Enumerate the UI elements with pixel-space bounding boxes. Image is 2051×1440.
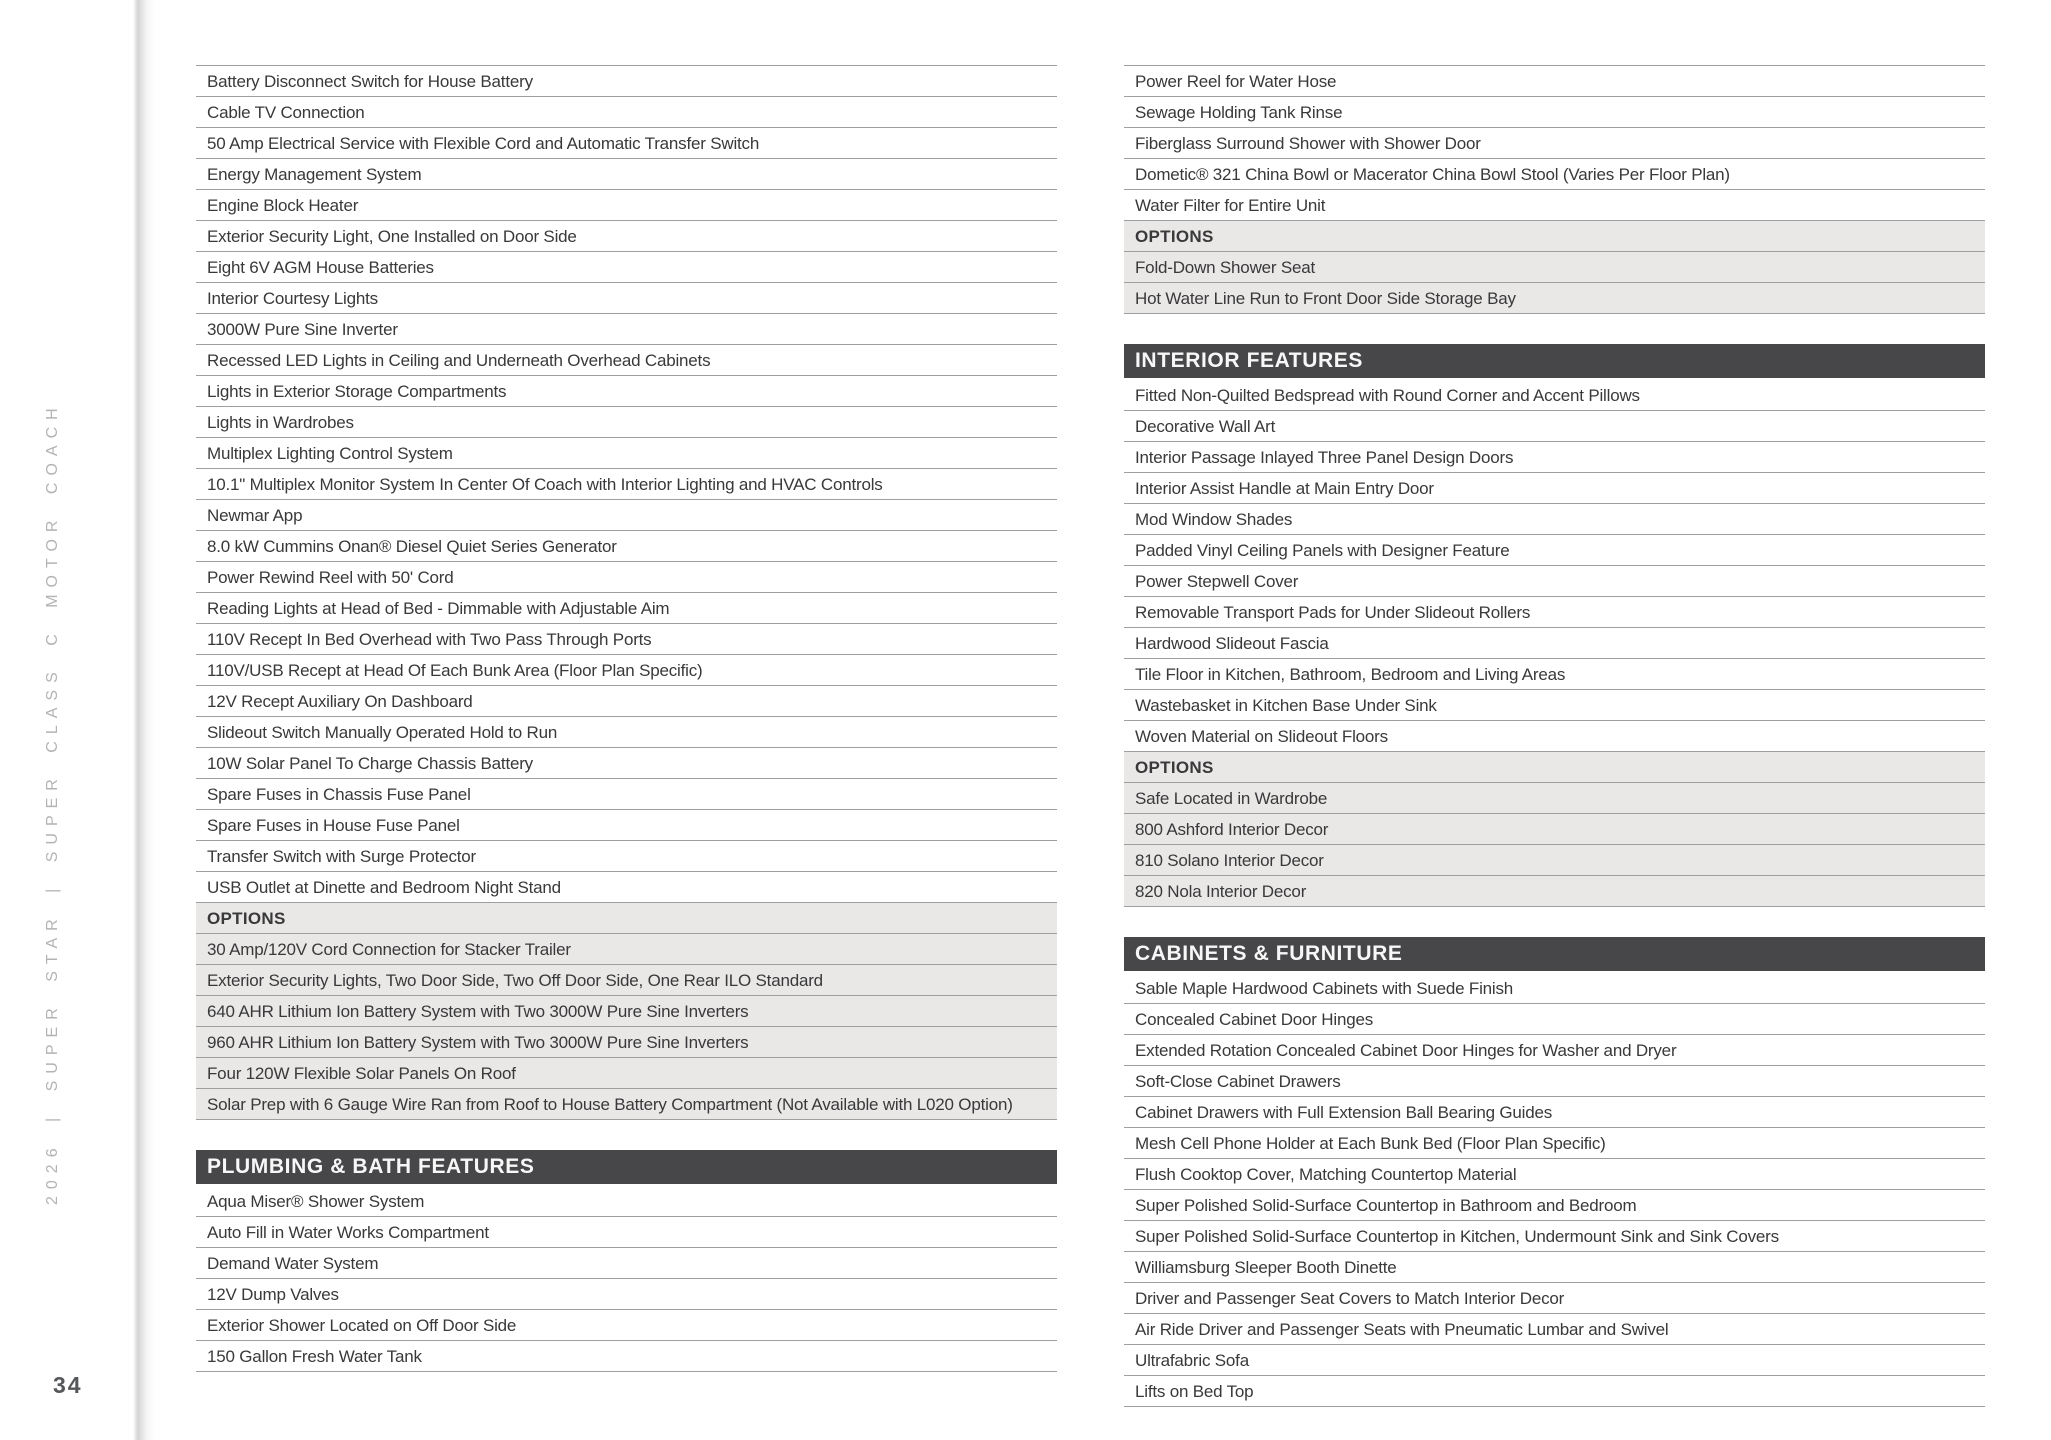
option-row: 30 Amp/120V Cord Connection for Stacker Trailer (196, 934, 1057, 965)
option-row: 960 AHR Lithium Ion Battery System with Two 3000W Pure Sine Inverters (196, 1027, 1057, 1058)
feature-row: 10.1" Multiplex Monitor System In Center Of Coach with Interior Lighting and HVAC Controls (196, 469, 1057, 500)
feature-row: Water Filter for Entire Unit (1124, 190, 1985, 221)
feature-row: Super Polished Solid-Surface Countertop in Bathroom and Bedroom (1124, 1190, 1985, 1221)
feature-row: Exterior Shower Located on Off Door Side (196, 1310, 1057, 1341)
feature-table (196, 1186, 1057, 1372)
feature-row: 8.0 kW Cummins Onan® Diesel Quiet Series Generator (196, 531, 1057, 562)
feature-table (1124, 65, 1985, 314)
option-row: 640 AHR Lithium Ion Battery System with Two 3000W Pure Sine Inverters (196, 996, 1057, 1027)
feature-row: Super Polished Solid-Surface Countertop in Kitchen, Undermount Sink and Sink Covers (1124, 1221, 1985, 1252)
feature-row: Lifts on Bed Top (1124, 1376, 1985, 1407)
feature-row: Woven Material on Slideout Floors (1124, 721, 1985, 752)
feature-row: Tile Floor in Kitchen, Bathroom, Bedroom and Living Areas (1124, 659, 1985, 690)
feature-row: Power Stepwell Cover (1124, 566, 1985, 597)
feature-row: USB Outlet at Dinette and Bedroom Night Stand (196, 872, 1057, 903)
option-row: 820 Nola Interior Decor (1124, 876, 1985, 907)
options-label: OPTIONS (1124, 221, 1985, 252)
feature-row: Mod Window Shades (1124, 504, 1985, 535)
feature-row: Spare Fuses in House Fuse Panel (196, 810, 1057, 841)
feature-section (1124, 65, 1985, 314)
option-row: Fold-Down Shower Seat (1124, 252, 1985, 283)
feature-row: Reading Lights at Head of Bed - Dimmable with Adjustable Aim (196, 593, 1057, 624)
feature-row: Interior Courtesy Lights (196, 283, 1057, 314)
feature-row: Decorative Wall Art (1124, 411, 1985, 442)
feature-row: Interior Assist Handle at Main Entry Door (1124, 473, 1985, 504)
option-row: 800 Ashford Interior Decor (1124, 814, 1985, 845)
feature-row: Energy Management System (196, 159, 1057, 190)
feature-section (1124, 344, 1985, 907)
feature-row: Recessed LED Lights in Ceiling and Underneath Overhead Cabinets (196, 345, 1057, 376)
features-column-left (196, 65, 1057, 1372)
feature-row: Exterior Security Light, One Installed on Door Side (196, 221, 1057, 252)
feature-row: 12V Recept Auxiliary On Dashboard (196, 686, 1057, 717)
feature-row: Cabinet Drawers with Full Extension Ball Bearing Guides (1124, 1097, 1985, 1128)
feature-row: Mesh Cell Phone Holder at Each Bunk Bed (Floor Plan Specific) (1124, 1128, 1985, 1159)
feature-row: 110V/USB Recept at Head Of Each Bunk Area (Floor Plan Specific) (196, 655, 1057, 686)
feature-row: Soft-Close Cabinet Drawers (1124, 1066, 1985, 1097)
feature-row: 110V Recept In Bed Overhead with Two Pass Through Ports (196, 624, 1057, 655)
feature-table (1124, 380, 1985, 907)
feature-row: Battery Disconnect Switch for House Battery (196, 66, 1057, 97)
feature-row: Aqua Miser® Shower System (196, 1186, 1057, 1217)
options-label: OPTIONS (196, 903, 1057, 934)
feature-row: Transfer Switch with Surge Protector (196, 841, 1057, 872)
feature-table (196, 65, 1057, 1120)
feature-row: 150 Gallon Fresh Water Tank (196, 1341, 1057, 1372)
option-row: Safe Located in Wardrobe (1124, 783, 1985, 814)
option-row: 810 Solano Interior Decor (1124, 845, 1985, 876)
section-header: PLUMBING & BATH FEATURES (196, 1150, 1057, 1184)
feature-row: Dometic® 321 China Bowl or Macerator China Bowl Stool (Varies Per Floor Plan) (1124, 159, 1985, 190)
feature-row: Lights in Exterior Storage Compartments (196, 376, 1057, 407)
features-column-right (1124, 65, 1985, 1407)
feature-row: Ultrafabric Sofa (1124, 1345, 1985, 1376)
option-row: Hot Water Line Run to Front Door Side Storage Bay (1124, 283, 1985, 314)
options-label: OPTIONS (1124, 752, 1985, 783)
feature-row: Air Ride Driver and Passenger Seats with Pneumatic Lumbar and Swivel (1124, 1314, 1985, 1345)
page-number: 34 (53, 1372, 83, 1398)
feature-row: 10W Solar Panel To Charge Chassis Battery (196, 748, 1057, 779)
feature-section (1124, 937, 1985, 1407)
section-header: INTERIOR FEATURES (1124, 344, 1985, 378)
feature-row: Sewage Holding Tank Rinse (1124, 97, 1985, 128)
feature-row: Demand Water System (196, 1248, 1057, 1279)
feature-row: Slideout Switch Manually Operated Hold to Run (196, 717, 1057, 748)
feature-row: 50 Amp Electrical Service with Flexible Cord and Automatic Transfer Switch (196, 128, 1057, 159)
spine-vertical-text: 2026 | SUPER STAR | SUPER CLASS C MOTOR COACH (44, 401, 61, 1205)
option-row: Four 120W Flexible Solar Panels On Roof (196, 1058, 1057, 1089)
feature-row: Cable TV Connection (196, 97, 1057, 128)
feature-row: Power Reel for Water Hose (1124, 66, 1985, 97)
feature-row: Eight 6V AGM House Batteries (196, 252, 1057, 283)
feature-row: 3000W Pure Sine Inverter (196, 314, 1057, 345)
feature-section (196, 1150, 1057, 1372)
feature-row: Hardwood Slideout Fascia (1124, 628, 1985, 659)
feature-row: Extended Rotation Concealed Cabinet Door Hinges for Washer and Dryer (1124, 1035, 1985, 1066)
feature-section (196, 65, 1057, 1120)
feature-row: Driver and Passenger Seat Covers to Match Interior Decor (1124, 1283, 1985, 1314)
feature-row: Fiberglass Surround Shower with Shower Door (1124, 128, 1985, 159)
feature-row: Power Rewind Reel with 50' Cord (196, 562, 1057, 593)
feature-row: Padded Vinyl Ceiling Panels with Designer Feature (1124, 535, 1985, 566)
feature-row: Lights in Wardrobes (196, 407, 1057, 438)
section-header: CABINETS & FURNITURE (1124, 937, 1985, 971)
feature-row: Engine Block Heater (196, 190, 1057, 221)
feature-row: Williamsburg Sleeper Booth Dinette (1124, 1252, 1985, 1283)
option-row: Solar Prep with 6 Gauge Wire Ran from Roof to House Battery Compartment (Not Available with L020 Option) (196, 1089, 1057, 1120)
feature-table (1124, 973, 1985, 1407)
feature-row: Flush Cooktop Cover, Matching Countertop Material (1124, 1159, 1985, 1190)
feature-row: Newmar App (196, 500, 1057, 531)
page-gutter-shadow (133, 0, 155, 1440)
feature-row: Fitted Non-Quilted Bedspread with Round Corner and Accent Pillows (1124, 380, 1985, 411)
feature-row: Spare Fuses in Chassis Fuse Panel (196, 779, 1057, 810)
feature-row: Concealed Cabinet Door Hinges (1124, 1004, 1985, 1035)
feature-row: Multiplex Lighting Control System (196, 438, 1057, 469)
feature-row: Interior Passage Inlayed Three Panel Design Doors (1124, 442, 1985, 473)
feature-row: Removable Transport Pads for Under Slideout Rollers (1124, 597, 1985, 628)
feature-row: Wastebasket in Kitchen Base Under Sink (1124, 690, 1985, 721)
feature-row: 12V Dump Valves (196, 1279, 1057, 1310)
option-row: Exterior Security Lights, Two Door Side, Two Off Door Side, One Rear ILO Standard (196, 965, 1057, 996)
feature-row: Sable Maple Hardwood Cabinets with Suede Finish (1124, 973, 1985, 1004)
feature-row: Auto Fill in Water Works Compartment (196, 1217, 1057, 1248)
